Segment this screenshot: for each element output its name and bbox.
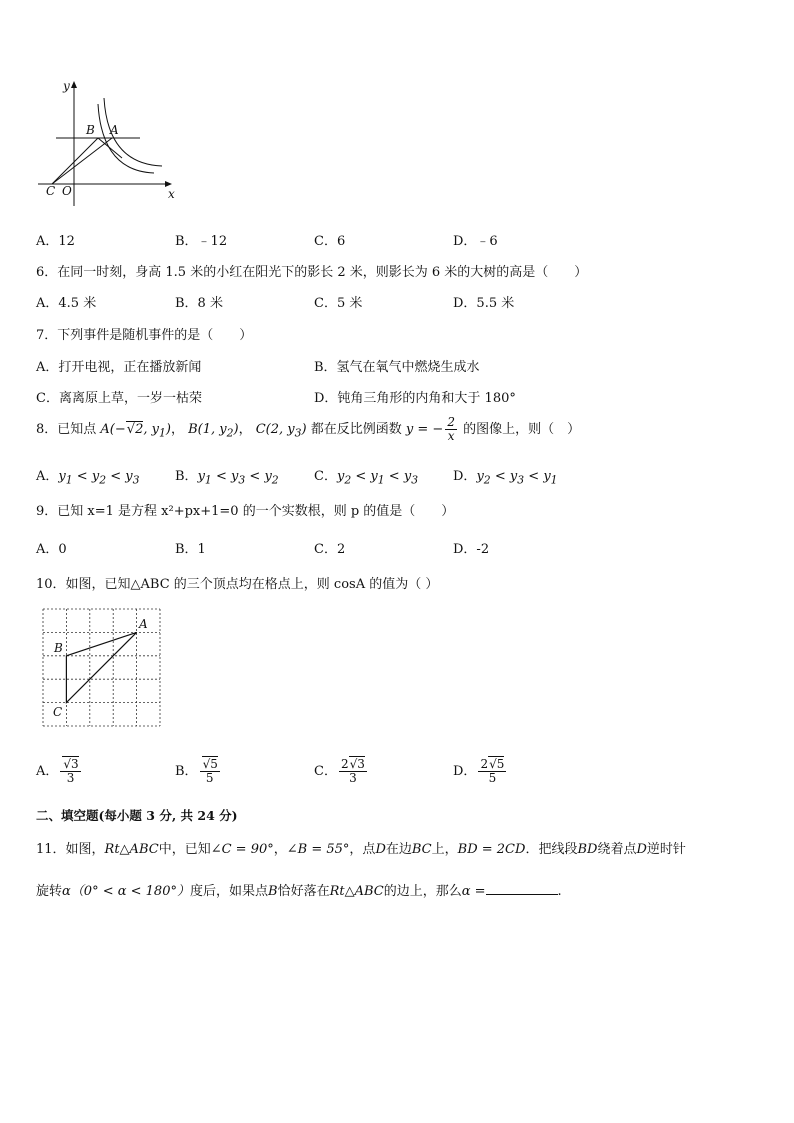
- q9-stem: 9．已知 x=1 是方程 x²+px+1=0 的一个实数根，则 p 的值是（ ）: [36, 504, 455, 519]
- q10-option-d[interactable]: D． $\frac{2√5}{5}$: [453, 757, 505, 785]
- q7-stem: 7．下列事件是随机事件的是（ ）: [36, 328, 253, 343]
- label-A: A: [139, 617, 148, 631]
- label-x: x: [168, 187, 175, 201]
- q8-pre: 8．已知点: [36, 422, 97, 437]
- q8-point-c: C(2, $y_3$): [255, 422, 307, 440]
- q8-option-d[interactable]: D．$y_2 < y_3 < y_1$: [453, 469, 558, 487]
- q6-option-a[interactable]: A．4.5 米: [36, 296, 97, 311]
- q9-option-b[interactable]: B．1: [175, 542, 206, 557]
- q11-line1: 11．如图，Rt△ABC中，已知∠C = 90°，∠B = 55°，点D在边BC上，BD = 2CD．把线段BD绕着点D逆时针: [36, 842, 686, 857]
- label-C: C: [46, 184, 56, 198]
- q7-option-d[interactable]: D．钝角三角形的内角和大于 180°: [314, 391, 516, 406]
- line-BO: [98, 138, 122, 158]
- label-C: C: [53, 705, 63, 719]
- q6-option-c[interactable]: C．5 米: [314, 296, 363, 311]
- q9-option-c[interactable]: C．2: [314, 542, 346, 557]
- q10-option-a[interactable]: A． $\frac{√3}{3}$: [36, 757, 79, 785]
- line-CA: [52, 138, 112, 184]
- label-A: A: [110, 123, 119, 137]
- q7-option-b[interactable]: B．氢气在氧气中燃烧生成水: [314, 360, 480, 375]
- q5-figure: [36, 76, 186, 208]
- q5-option-b[interactable]: B．﹣12: [175, 234, 228, 249]
- q8-function: y = − $\frac{2}{x}$: [405, 415, 455, 443]
- q9-option-a[interactable]: A．0: [36, 542, 67, 557]
- q5-option-c[interactable]: C．6: [314, 234, 346, 249]
- q8-point-b: B(1, $y_2$): [188, 422, 239, 440]
- q5-option-d[interactable]: D．﹣6: [453, 234, 498, 249]
- q11-line2: 旋转α（0° < α < 180°）度后，如果点B恰好落在Rt△ABC的边上，那么α = .: [36, 884, 562, 899]
- triangle-abc: [66, 632, 136, 702]
- q9-option-d[interactable]: D．-2: [453, 542, 490, 557]
- q8-option-b[interactable]: B．$y_1 < y_3 < y_2$: [175, 469, 279, 487]
- label-O: O: [62, 184, 72, 198]
- q7-option-c[interactable]: C．离离原上草，一岁一枯荣: [36, 391, 202, 406]
- q8-stem: 8．已知点 A(−√2, $y_1$)， B(1, $y_2$)， C(2, $y_3$) 都在反比例函数 y = − $\frac{2}{x}$ 的图像上，则（ ）: [36, 415, 581, 443]
- q10-grid-figure: [42, 608, 162, 728]
- q6-option-d[interactable]: D．5.5 米: [453, 296, 515, 311]
- q8-option-a[interactable]: A．$y_1 < y_2 < y_3$: [36, 469, 140, 487]
- label-B: B: [54, 641, 63, 655]
- q6-option-b[interactable]: B．8 米: [175, 296, 223, 311]
- q8-option-c[interactable]: C．$y_2 < y_1 < y_3$: [314, 469, 419, 487]
- y-axis-arrow: [71, 81, 77, 88]
- q5-option-a[interactable]: A．12: [36, 234, 75, 249]
- label-B: B: [86, 123, 95, 137]
- q7-option-a[interactable]: A．打开电视，正在播放新闻: [36, 360, 202, 375]
- q10-stem: 10．如图，已知△ABC 的三个顶点均在格点上，则 cosA 的值为（ ）: [36, 577, 439, 592]
- answer-blank[interactable]: [486, 882, 558, 895]
- label-y: y: [63, 79, 70, 93]
- section-title: 二、填空题(每小题 3 分, 共 24 分): [36, 808, 238, 823]
- q10-option-c[interactable]: C． $\frac{2√3}{3}$: [314, 757, 365, 785]
- q10-option-b[interactable]: B． $\frac{√5}{5}$: [175, 757, 218, 785]
- q8-point-a: A(−√2, $y_1$): [100, 422, 171, 440]
- q6-stem: 6．在同一时刻，身高 1.5 米的小红在阳光下的影长 2 米，则影长为 6 米的大树的高是（ ）: [36, 265, 588, 280]
- line-CB: [52, 138, 98, 184]
